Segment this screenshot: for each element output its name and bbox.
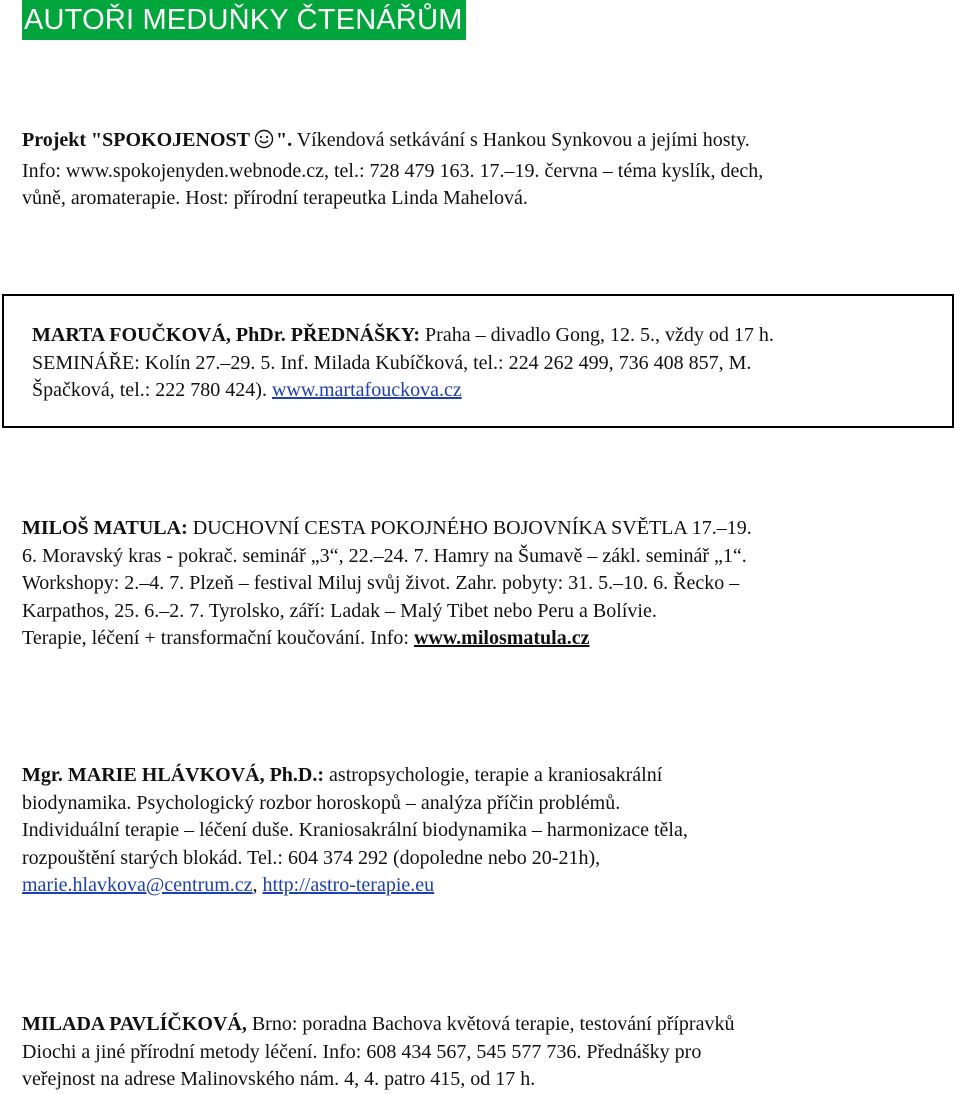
- matula-line-5: [22, 625, 937, 653]
- fouckova-website-link[interactable]: www.martafouckova.cz: [271, 379, 462, 401]
- pavlickova-name: MILADA PAVLÍČKOVÁ,: [22, 1013, 247, 1035]
- matula-line-4: Karpathos, 25. 6.–2. 7. Tyrolsko, září: Ladak – Malý Tibet nebo Peru a Bolívie.: [22, 599, 657, 622]
- spokojenost-line-1: [22, 127, 937, 158]
- fouckova-lectures-label: PŘEDNÁŠKY:: [285, 324, 421, 346]
- matula-name: MILOŠ MATULA:: [22, 517, 188, 539]
- fouckova-line-2: SEMINÁŘE: Kolín 27.–29. 5. Inf. Milada Kubíčková, tel.: 224 262 499, 736 408 857, M.: [32, 351, 752, 374]
- hlavkova-line-1-text: astropsychologie, terapie a kraniosakrální: [324, 764, 663, 786]
- fouckova-box: [2, 294, 954, 428]
- hlavkova-line-1: [22, 762, 937, 790]
- matula-section: [22, 515, 937, 653]
- pavlickova-line-1: [22, 1011, 937, 1039]
- matula-line-1: [22, 515, 937, 543]
- hlavkova-line-4: rozpouštění starých blokád. Tel.: 604 374 292 (dopoledne nebo 20-21h),: [22, 846, 601, 869]
- matula-website-link[interactable]: www.milosmatula.cz: [413, 627, 590, 649]
- matula-line-1-text: DUCHOVNÍ CESTA POKOJNÉHO BOJOVNÍKA SVĚTLA 17.–19.: [187, 517, 752, 539]
- smiley-icon: [254, 129, 274, 158]
- pavlickova-section: [22, 1011, 937, 1094]
- hlavkova-line-5: [22, 872, 937, 900]
- fouckova-line-1: [32, 322, 932, 350]
- fouckova-name: MARTA FOUČKOVÁ, PhDr.: [32, 324, 286, 346]
- fouckova-lectures-text: Praha – divadlo Gong, 12. 5., vždy od 17 h.: [420, 324, 774, 346]
- pavlickova-line-3: veřejnost na adrese Malinovského nám. 4, 4. patro 415, od 17 h.: [22, 1068, 536, 1090]
- hlavkova-section: [22, 762, 937, 900]
- matula-line-3: Workshopy: 2.–4. 7. Plzeň – festival Miluj svůj život. Zahr. pobyty: 31. 5.–10. 6. Řecko –: [22, 572, 740, 594]
- spokojenost-line-3: vůně, aromaterapie. Host: přírodní terapeutka Linda Mahelová.: [22, 187, 528, 209]
- hlavkova-line-3: Individuální terapie – léčení duše. Kraniosakrální biodynamika – harmonizace těla,: [22, 819, 688, 841]
- spokojenost-project-label: Projekt "SPOKOJENOST: [22, 129, 250, 151]
- spokojenost-text: Víkendová setkávání s Hankou Synkovou a jejími hosty.: [292, 129, 750, 151]
- hlavkova-separator: ,: [252, 874, 263, 896]
- spokojenost-line-2: Info: www.spokojenyden.webnode.cz, tel.: 728 479 163. 17.–19. června – téma kyslík, dech,: [22, 159, 764, 182]
- matula-line-2: 6. Moravský kras - pokrač. seminář „3“, 22.–24. 7. Hamry na Šumavě – zákl. seminář „1“.: [22, 544, 747, 567]
- pavlickova-line-1-text: Brno: poradna Bachova květová terapie, testování přípravků: [246, 1013, 735, 1035]
- fouckova-section: [32, 322, 932, 405]
- fouckova-line-3-text: Špačková, tel.: 222 780 424).: [32, 379, 272, 401]
- hlavkova-website-link[interactable]: http://astro-terapie.eu: [262, 874, 435, 896]
- spokojenost-project-label-end: ".: [275, 129, 293, 151]
- fouckova-line-3: [32, 377, 932, 405]
- hlavkova-name: Mgr. MARIE HLÁVKOVÁ, Ph.D.:: [22, 764, 325, 786]
- spokojenost-section: [22, 127, 937, 213]
- pavlickova-line-2: Diochi a jiné přírodní metody léčení. Info: 608 434 567, 545 577 736. Přednášky pro: [22, 1040, 702, 1063]
- hlavkova-email-link[interactable]: marie.hlavkova@centrum.cz: [22, 874, 253, 896]
- hlavkova-line-2: biodynamika. Psychologický rozbor horoskopů – analýza příčin problémů.: [22, 791, 621, 814]
- page-title: AUTOŘI MEDUŇKY ČTENÁŘŮM: [22, 0, 466, 40]
- matula-line-5-text: Terapie, léčení + transformační koučování. Info:: [22, 627, 414, 649]
